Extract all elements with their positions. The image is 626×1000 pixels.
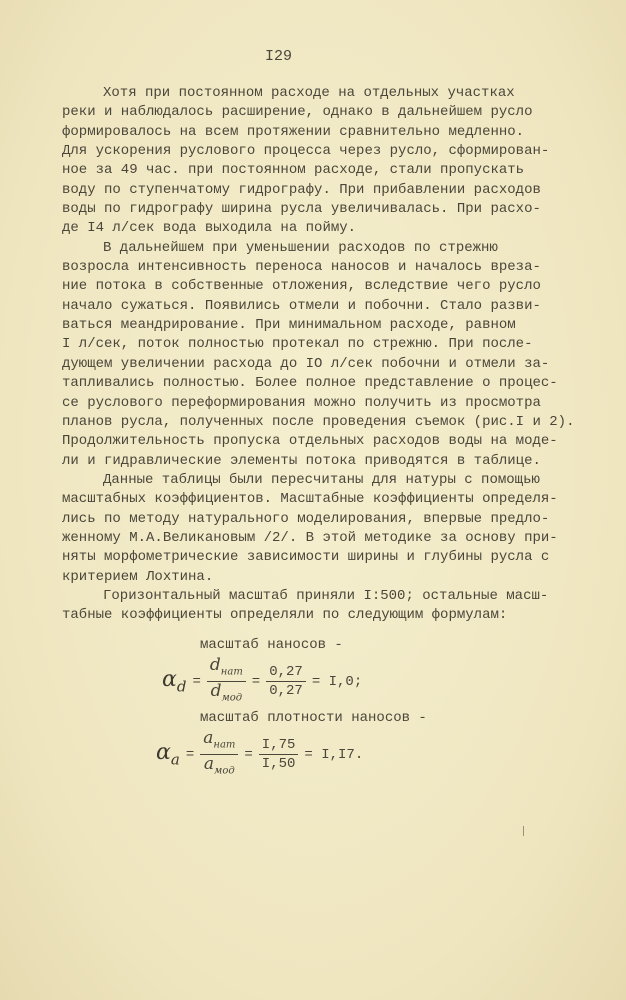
text-line: планов русла, полученных после проведения съемок (рис.I и 2). [62,413,575,430]
text-line: ние потока в собственные отложения, вследствие чего русло [62,278,541,295]
alpha-symbol: $\alpha_d$ [162,667,187,696]
fraction-numeric: $\frac{I,75}{I,50}$ [259,736,299,773]
text-line: воды по гидрографу ширина русла увеличивалась. При расхо- [62,201,541,218]
text-line: ли и гидравлические элементы потока приводятся в таблице. [62,452,541,469]
formula-result: = I,I7. [304,746,364,763]
text-line: Для ускорения руслового процесса через русло, сформирован- [62,143,550,160]
paragraph-first-line: В дальнейшем при уменьшении расходов по стрежню [103,239,498,256]
text-line: табные коэффициенты определяли по следующим формулам: [62,607,508,624]
text-line: женному М.А.Великановым /2/. В этой методике за основу при- [62,529,558,546]
text-line: возросла интенсивность переноса наносов и началось вреза- [62,259,541,276]
text-line: дующем увеличении расхода до IO л/сек побочни и отмели за- [62,355,550,372]
document-body [62,84,592,626]
paragraph-first-line: Горизонтальный масштаб приняли I:500; остальные масш- [103,587,549,604]
text-line: масштабных коэффициентов. Масштабные коэффициенты определя- [62,491,558,508]
fraction-numeric: $\frac{0,27}{0,27}$ [266,663,306,700]
text-line: ваться меандрирование. При минимальном расходе, равном [62,317,516,334]
text-line: I л/сек, поток полностью протекал по стрежню. При после- [62,336,533,353]
text-line: тапливались полностью. Более полное представление о процес- [62,375,558,392]
formula-sediment-scale: $\alpha_d$ = $\frac{d_{нат}}{d_{мод}}$ = $\frac{0,27}{0,27}$ = I,0; [162,659,592,705]
fraction-symbolic: $\frac{d_{нат}}{d_{мод}}$ [207,656,246,708]
text-line: формировалось на всем протяжении сравнительно медленно. [62,123,525,140]
formula-label: масштаб наносов - [200,636,343,653]
text-line: критерием Лохтина. [62,568,214,585]
fraction-symbolic: $\frac{a_{нат}}{a_{мод}}$ [200,729,238,781]
formula-density-scale: $\alpha_a$ = $\frac{a_{нат}}{a_{мод}}$ = $\frac{I,75}{I,50}$ = I,I7. [156,732,592,778]
document-flow [62,84,592,782]
paragraph-first-line: Хотя при постоянном расходе на отдельных участках [103,85,515,101]
text-line: лись по методу натурального моделирования, впервые предло- [62,510,550,527]
formula-label: масштаб плотности наносов - [200,709,427,726]
text-line: воду по ступенчатому гидрографу. При прибавлении расходов [62,181,541,198]
paragraph-first-line: Данные таблицы были пересчитаны для натуры с помощью [103,471,540,488]
text-line: се руслового переформирования можно получить из просмотра [62,394,541,411]
formula-result: = I,0; [311,673,363,690]
alpha-symbol: $\alpha_a$ [156,740,180,769]
text-line: ное за 49 час. при постоянном расходе, стали пропускать [62,162,525,179]
text-line: реки и наблюдалось расширение, однако в дальнейшем русло [62,104,533,121]
text-line: няты морфометрические зависимости ширины и глубины русла с [62,549,550,566]
text-line: Продолжительность пропуска отдельных расходов воды на моде- [62,433,558,450]
text-line: де I4 л/сек вода выходила на пойму. [62,220,357,237]
margin-mark [523,826,524,836]
text-line: начало сужаться. Появились отмели и побочни. Стало разви- [62,297,541,314]
page-number: I29 [265,48,293,65]
